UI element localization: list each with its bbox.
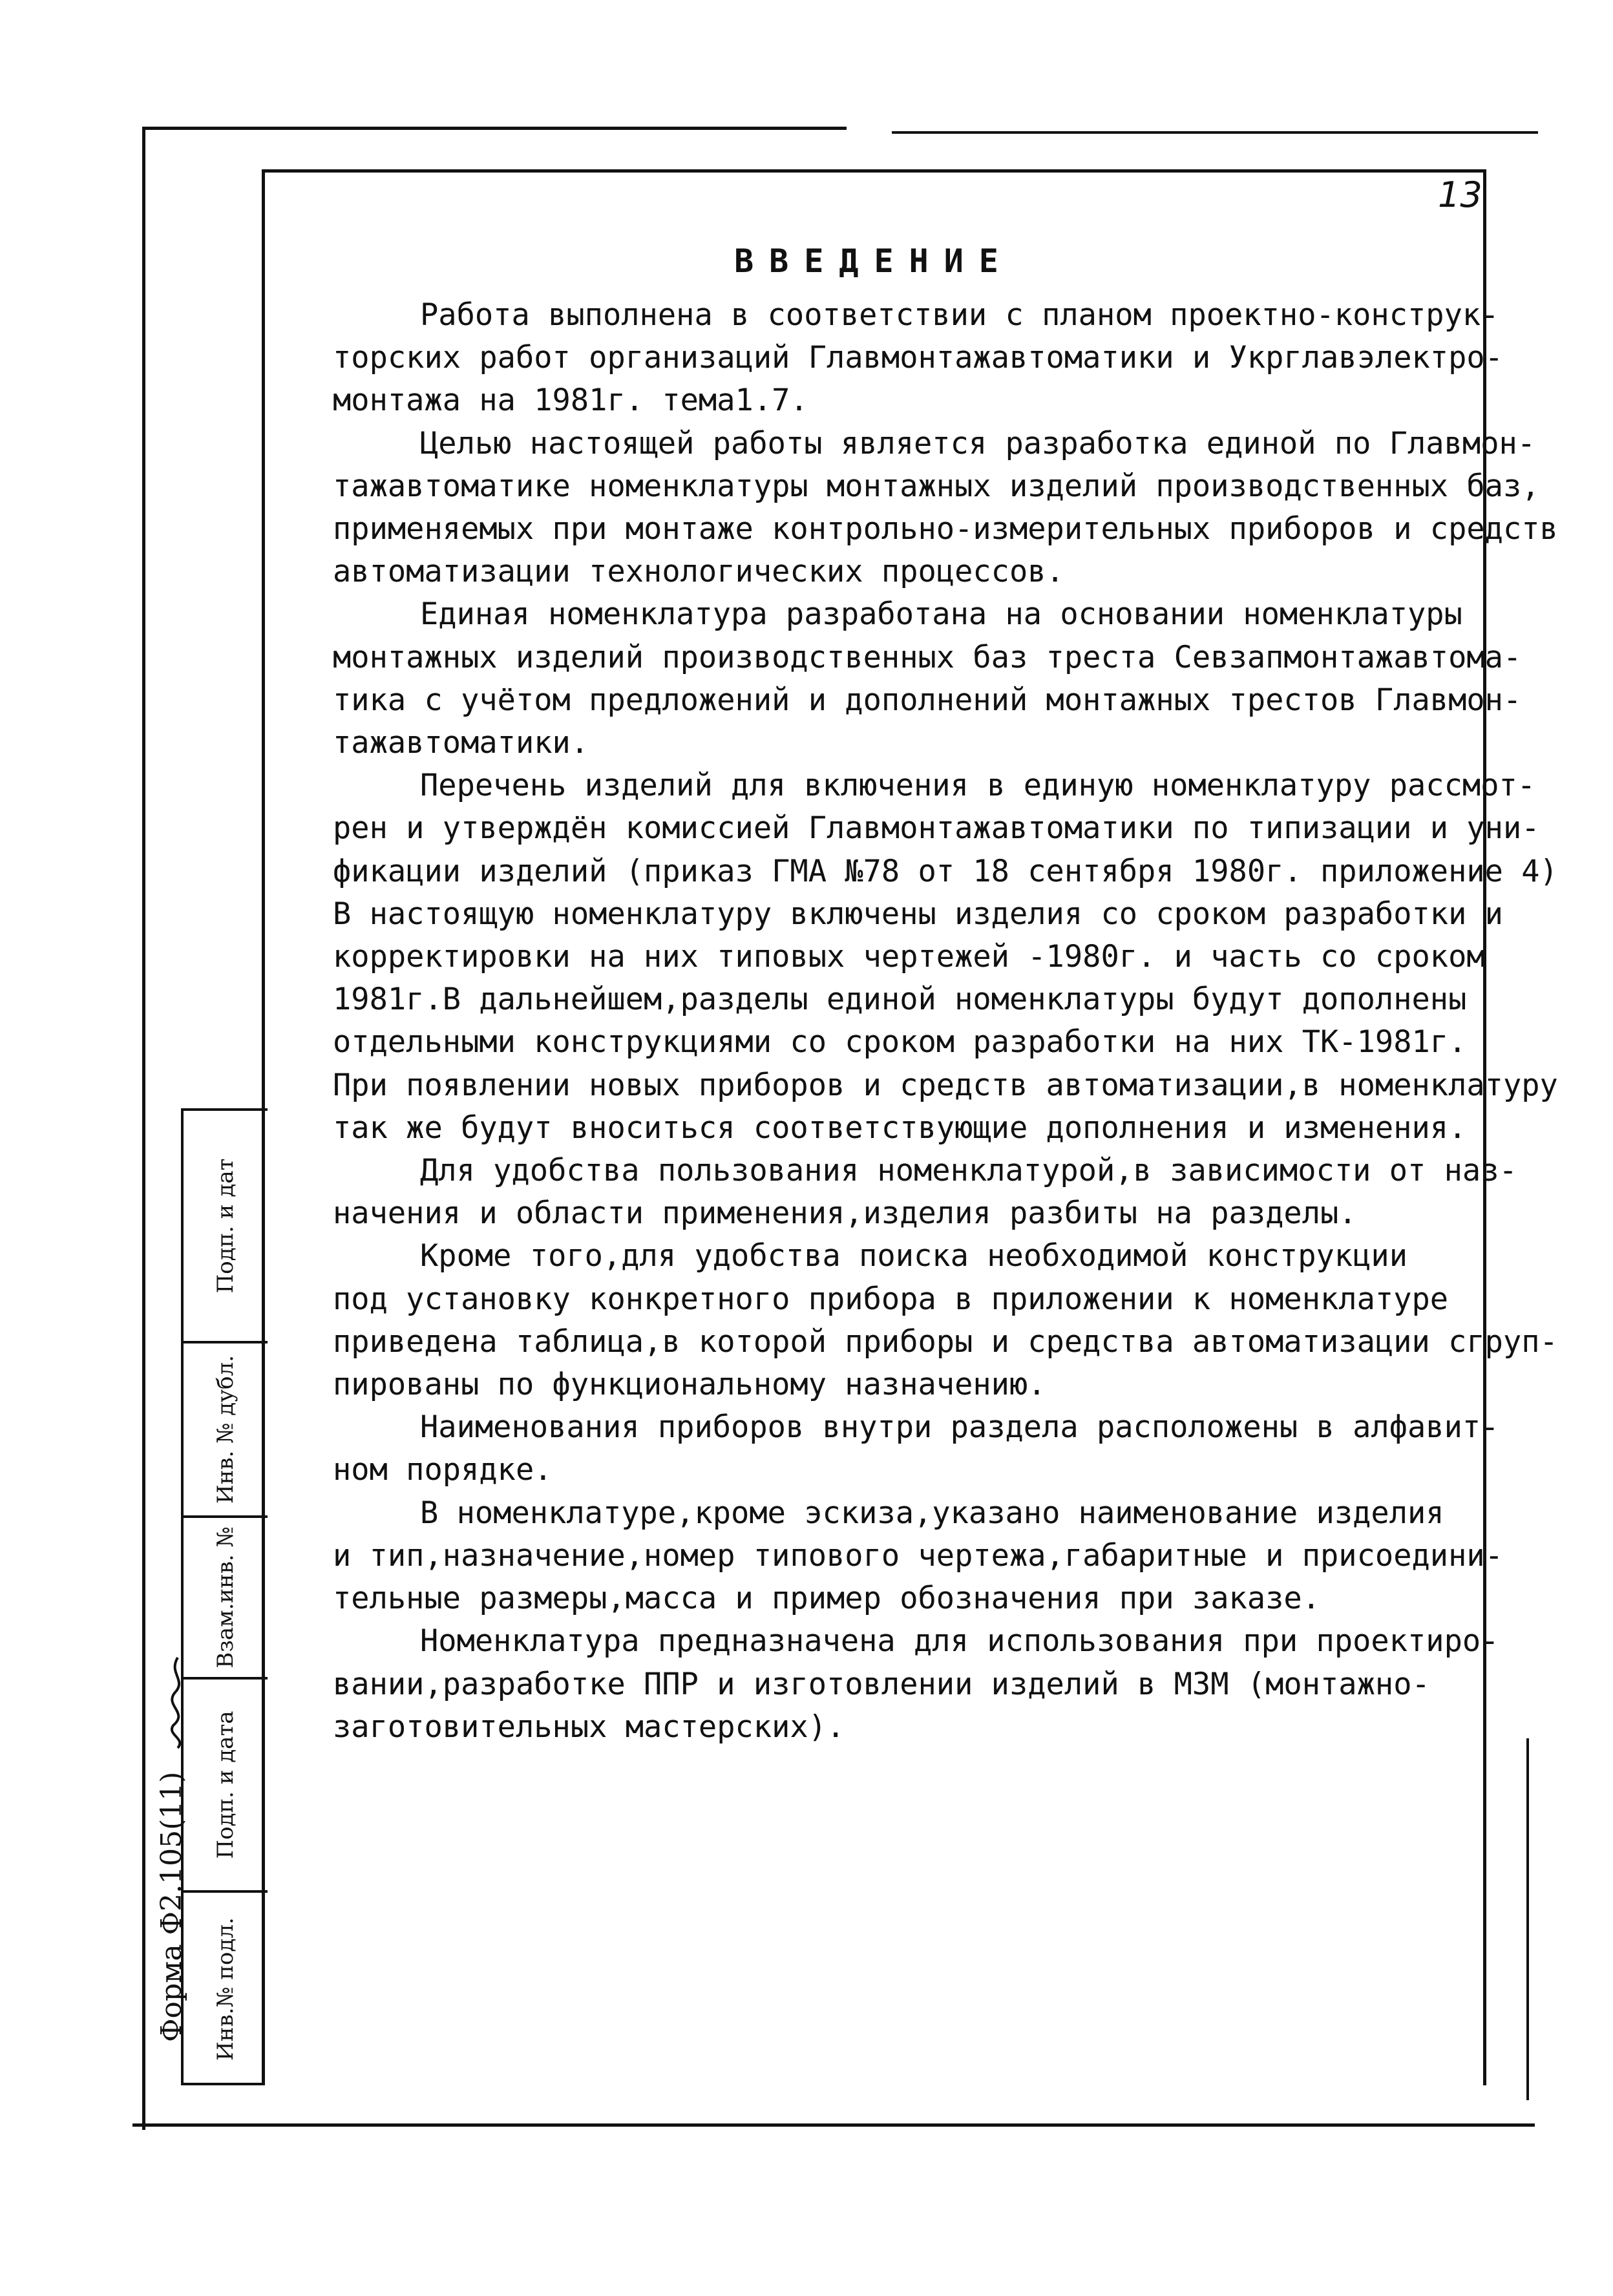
text-line: заготовительных мастерских).: [333, 1709, 845, 1745]
text-line: Для удобства пользования номенклатурой,в зависимости от наз-: [420, 1153, 1517, 1189]
text-line: Единая номенклатура разработана на основании номенклатуры: [420, 596, 1462, 633]
side-stamp: [181, 1108, 265, 2085]
body-text: [333, 294, 1558, 1749]
form-label: Форма Ф2.105(11): [155, 1771, 188, 2042]
text-line: Работа выполнена в соответствии с планом проектно-конструк-: [420, 297, 1499, 333]
text-line: ном порядке.: [333, 1452, 553, 1488]
text-line: монтажа на 1981г. тема1.7.: [333, 383, 808, 419]
text-line: тельные размеры,масса и пример обозначения при заказе.: [333, 1581, 1321, 1617]
stamp-cell: [184, 1341, 268, 1515]
text-line: Целью настоящей работы является разработка единой по Главмон-: [420, 425, 1536, 461]
text-line: начения и области применения,изделия разбиты на разделы.: [333, 1195, 1357, 1232]
page-title: ВВЕДЕНИЕ: [734, 242, 1014, 280]
outer-border-right-fragment: [1526, 1738, 1529, 2100]
text-line: В номенклатуре,кроме эскиза,указано наименование изделия: [420, 1495, 1444, 1531]
text-line: тажавтоматики.: [333, 725, 589, 761]
stamp-cell: [184, 1108, 268, 1341]
text-line: Наименования приборов внутри раздела расположены в алфавит-: [420, 1409, 1499, 1446]
stamp-cell: [184, 1890, 268, 2085]
text-line: 1981г.В дальнейшем,разделы единой номенклатуры будут дополнены: [333, 982, 1467, 1018]
text-line: пированы по функциональному назначению.: [333, 1367, 1046, 1403]
outer-border-bottom: [132, 2123, 1535, 2127]
text-line: применяемых при монтаже контрольно-измерительных приборов и средств: [333, 511, 1558, 547]
text-line: так же будут вноситься соответствующие дополнения и изменения.: [333, 1110, 1467, 1146]
text-line: монтажных изделий производственных баз треста Севзапмонтажавтома-: [333, 639, 1522, 675]
text-line: тажавтоматике номенклатуры монтажных изделий производственных баз,: [333, 468, 1540, 504]
page-number: 13: [1438, 174, 1482, 215]
text-line: фикации изделий (приказ ГМА №78 от 18 сентября 1980г. приложение 4): [333, 853, 1558, 889]
stamp-cell: [184, 1515, 268, 1677]
text-line: под установку конкретного прибора в приложении к номенклатуре: [333, 1281, 1449, 1317]
text-line: и тип,назначение,номер типового чертежа,габаритные и присоедини-: [333, 1537, 1503, 1574]
text-line: корректировки на них типовых чертежей -1980г. и часть со сроком: [333, 939, 1485, 975]
text-line: вании,разработке ППР и изготовлении изделий в МЗМ (монтажно-: [333, 1666, 1430, 1702]
text-line: торских работ организаций Главмонтажавтоматики и Укрглавэлектро-: [333, 340, 1503, 376]
stamp-cell: [184, 1677, 268, 1890]
text-line: При появлении новых приборов и средств автоматизации,в номенклатуру: [333, 1067, 1558, 1103]
text-line: Перечень изделий для включения в единую номенклатуру рассмот-: [420, 768, 1536, 804]
outer-border-left: [142, 127, 145, 2130]
stamp-cell-label: Инв.№ подл.: [213, 1917, 238, 2061]
text-line: рен и утверждён комиссией Главмонтажавтоматики по типизации и уни-: [333, 810, 1540, 847]
text-line: тика с учётом предложений и дополнений монтажных трестов Главмон-: [333, 682, 1522, 718]
stamp-cell-label: Инв. № дубл.: [213, 1355, 238, 1504]
text-line: отдельными конструкциями со сроком разработки на них ТК-1981г.: [333, 1024, 1467, 1060]
stamp-cell-label: Взам.инв. №: [213, 1526, 238, 1669]
outer-border-top: [142, 127, 847, 130]
text-line: автоматизации технологических процессов.: [333, 554, 1064, 590]
outer-border-top-right: [892, 131, 1538, 134]
signature-mark: [162, 1654, 194, 1751]
stamp-cell-label: Подп. и дат: [213, 1158, 238, 1294]
text-line: Номенклатура предназначена для использования при проектиро-: [420, 1623, 1499, 1659]
text-line: Кроме того,для удобства поиска необходимой конструкции: [420, 1238, 1408, 1274]
text-line: приведена таблица,в которой приборы и средства автоматизации сгруп-: [333, 1323, 1558, 1360]
stamp-cell-label: Подп. и дата: [213, 1711, 238, 1859]
text-line: В настоящую номенклатуру включены изделия со сроком разработки и: [333, 896, 1503, 932]
